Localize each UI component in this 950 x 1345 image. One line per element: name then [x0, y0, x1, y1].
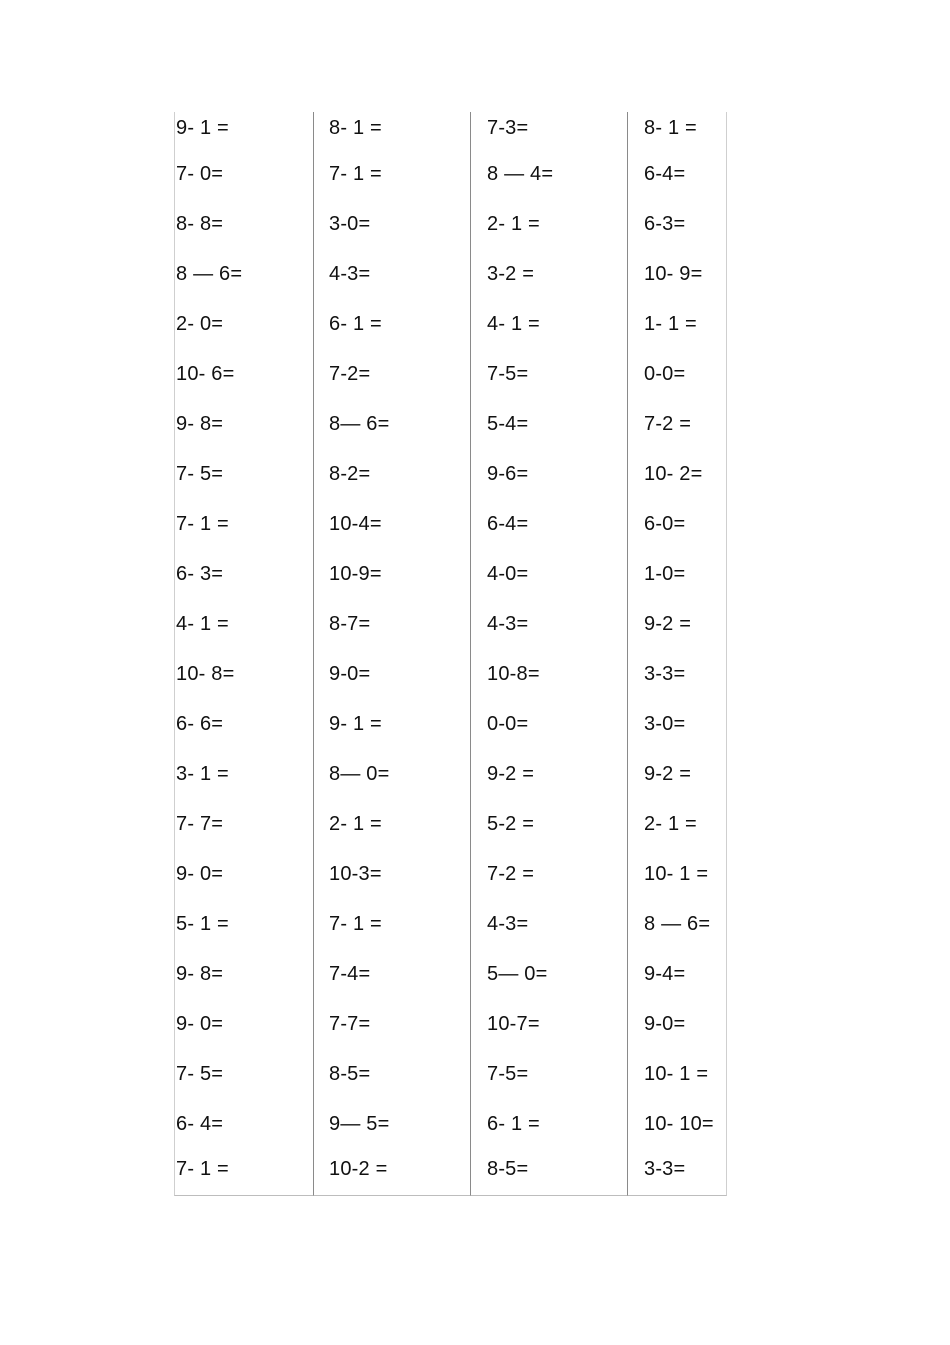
subtraction-problem: 0-0=: [487, 713, 529, 735]
subtraction-problem: 8— 6=: [329, 413, 390, 435]
subtraction-problem: 8- 8=: [176, 213, 224, 235]
problem-column-4: [627, 112, 727, 1196]
subtraction-problem: 9-6=: [487, 463, 529, 485]
subtraction-problem: 4-3=: [487, 613, 529, 635]
subtraction-problem: 7-7=: [329, 1013, 371, 1035]
subtraction-problem: 6- 4=: [176, 1113, 224, 1135]
subtraction-problem: 8 — 6=: [176, 263, 243, 285]
subtraction-problem: 4-3=: [487, 913, 529, 935]
subtraction-problem: 10- 8=: [176, 663, 235, 685]
subtraction-problem: 7-2=: [329, 363, 371, 385]
subtraction-problem: 4- 1 =: [487, 313, 540, 335]
subtraction-problem: 8-2=: [329, 463, 371, 485]
subtraction-problem: 7-2 =: [487, 863, 535, 885]
subtraction-problem: 10- 1 =: [644, 1063, 709, 1085]
subtraction-problem: 9-0=: [644, 1013, 686, 1035]
subtraction-problem: 7- 0=: [176, 163, 224, 185]
subtraction-problem: 9-4=: [644, 963, 686, 985]
subtraction-problem: 8-7=: [329, 613, 371, 635]
subtraction-problem: 8- 1 =: [644, 117, 697, 139]
subtraction-problem: 9-2 =: [644, 763, 692, 785]
subtraction-problem: 8-5=: [329, 1063, 371, 1085]
subtraction-problem: 10-8=: [487, 663, 540, 685]
subtraction-problem: 10- 1 =: [644, 863, 709, 885]
subtraction-problem: 9- 1 =: [176, 117, 229, 139]
subtraction-problem: 3-3=: [644, 663, 686, 685]
subtraction-problem: 8— 0=: [329, 763, 390, 785]
subtraction-problem: 3- 1 =: [176, 763, 229, 785]
subtraction-problem: 9- 0=: [176, 863, 224, 885]
subtraction-problem: 10-7=: [487, 1013, 540, 1035]
subtraction-problem: 3-0=: [644, 713, 686, 735]
subtraction-problem: 4-3=: [329, 263, 371, 285]
subtraction-problem: 6-0=: [644, 513, 686, 535]
subtraction-problem: 8 — 6=: [644, 913, 711, 935]
subtraction-problem: 7-4=: [329, 963, 371, 985]
subtraction-problem: 7- 1 =: [329, 913, 382, 935]
subtraction-problem: 10-2 =: [329, 1158, 388, 1180]
subtraction-problem: 3-2 =: [487, 263, 535, 285]
subtraction-problem: 3-0=: [329, 213, 371, 235]
subtraction-problem: 7-5=: [487, 363, 529, 385]
subtraction-problem: 8 — 4=: [487, 163, 554, 185]
subtraction-problem: 7-3=: [487, 117, 529, 139]
subtraction-problem: 2- 0=: [176, 313, 224, 335]
subtraction-problem: 10-3=: [329, 863, 382, 885]
subtraction-problem: 9- 8=: [176, 963, 224, 985]
subtraction-problem: 5-4=: [487, 413, 529, 435]
subtraction-problem: 2- 1 =: [644, 813, 697, 835]
subtraction-problem: 7- 1 =: [176, 513, 229, 535]
subtraction-problem: 4-0=: [487, 563, 529, 585]
subtraction-problem: 7-2 =: [644, 413, 692, 435]
subtraction-problem: 9-2 =: [644, 613, 692, 635]
subtraction-problem: 10- 10=: [644, 1113, 714, 1135]
subtraction-problem: 7- 1 =: [329, 163, 382, 185]
subtraction-problem: 7- 7=: [176, 813, 224, 835]
problem-column-1: [174, 112, 313, 1196]
subtraction-problem: 10- 2=: [644, 463, 703, 485]
subtraction-problem: 7- 5=: [176, 1063, 224, 1085]
subtraction-problem: 6- 3=: [176, 563, 224, 585]
subtraction-problem: 2- 1 =: [329, 813, 382, 835]
problem-column-3: [470, 112, 627, 1196]
subtraction-problem: 9- 8=: [176, 413, 224, 435]
worksheet: [174, 112, 727, 1196]
subtraction-problem: 10-4=: [329, 513, 382, 535]
subtraction-problem: 7-5=: [487, 1063, 529, 1085]
subtraction-problem: 7- 1 =: [176, 1158, 229, 1180]
subtraction-problem: 1-0=: [644, 563, 686, 585]
subtraction-problem: 0-0=: [644, 363, 686, 385]
subtraction-problem: 8-5=: [487, 1158, 529, 1180]
subtraction-problem: 9- 0=: [176, 1013, 224, 1035]
subtraction-problem: 9- 1 =: [329, 713, 382, 735]
subtraction-problem: 6- 1 =: [487, 1113, 540, 1135]
subtraction-problem: 5-2 =: [487, 813, 535, 835]
subtraction-problem: 6-4=: [487, 513, 529, 535]
subtraction-problem: 10- 9=: [644, 263, 703, 285]
subtraction-problem: 3-3=: [644, 1158, 686, 1180]
subtraction-problem: 10- 6=: [176, 363, 235, 385]
subtraction-problem: 9— 5=: [329, 1113, 390, 1135]
subtraction-problem: 7- 5=: [176, 463, 224, 485]
subtraction-problem: 6- 1 =: [329, 313, 382, 335]
subtraction-problem: 6- 6=: [176, 713, 224, 735]
subtraction-problem: 9-0=: [329, 663, 371, 685]
subtraction-problem: 1- 1 =: [644, 313, 697, 335]
subtraction-problem: 6-4=: [644, 163, 686, 185]
subtraction-problem: 8- 1 =: [329, 117, 382, 139]
subtraction-problem: 4- 1 =: [176, 613, 229, 635]
subtraction-problem: 9-2 =: [487, 763, 535, 785]
subtraction-problem: 2- 1 =: [487, 213, 540, 235]
subtraction-problem: 10-9=: [329, 563, 382, 585]
subtraction-problem: 6-3=: [644, 213, 686, 235]
problem-column-2: [313, 112, 470, 1196]
subtraction-problem: 5— 0=: [487, 963, 548, 985]
subtraction-problem: 5- 1 =: [176, 913, 229, 935]
